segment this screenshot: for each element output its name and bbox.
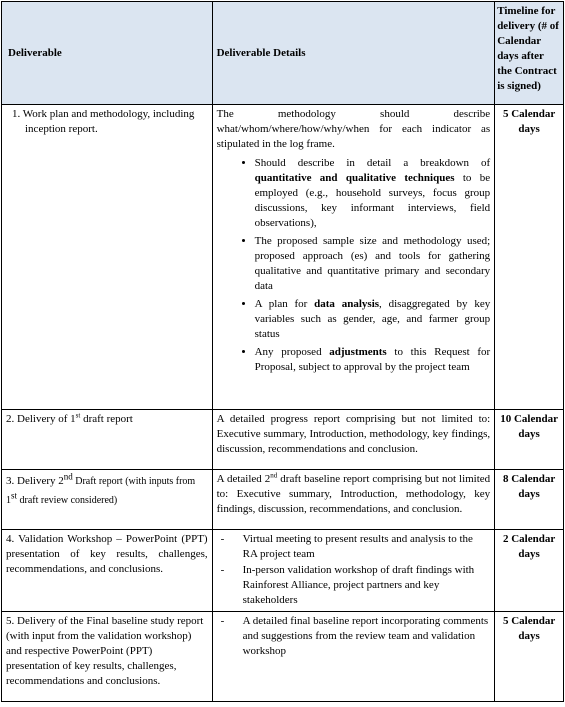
- details-cell: A detailed progress report comprising but not limited to: Executive summary, Introduction, methodology, key findings, discussion, recommendations and conclusion.: [212, 410, 495, 470]
- list-item: - In-person validation workshop of draft findings with Rainforest Alliance, project partners and key stakeholders: [243, 563, 491, 608]
- table-row: [2, 105, 564, 410]
- timeline-value: 5 Calendar days: [502, 108, 556, 135]
- details-intro: The methodology should describe what/whom/where/how/why/when for each indicator as stipulated in the log frame.: [216, 108, 491, 150]
- deliverables-table: [1, 1, 564, 702]
- details-bullet-list: [217, 156, 491, 375]
- deliverable-cell: [2, 410, 213, 470]
- deliverable-text: 2. Delivery of 1st draft report: [6, 411, 133, 425]
- timeline-value: 2 Calendar days: [502, 533, 556, 560]
- deliverable-cell: [2, 105, 213, 410]
- timeline-value: 8 Calendar days: [502, 473, 556, 500]
- details-cell: [212, 530, 495, 612]
- timeline-cell: [495, 530, 564, 612]
- details-cell: [212, 612, 495, 702]
- timeline-cell: [495, 470, 564, 530]
- table-row: [2, 530, 564, 612]
- list-item: • Any proposed adjustments to this Request for Proposal, subject to approval by the project team: [255, 345, 491, 375]
- header-deliverable-details: Deliverable Details: [212, 2, 495, 105]
- deliverable-cell: [2, 470, 213, 530]
- timeline-cell: [495, 410, 564, 470]
- list-item: • The proposed sample size and methodology used; proposed approach (es) and tools for gathering qualitative and quantitative primary and secondary data: [255, 234, 491, 294]
- deliverable-text: 1. Work plan and methodology, including inception report.: [12, 108, 195, 135]
- details-dash-list: [217, 532, 491, 608]
- table-row: [2, 470, 564, 530]
- list-item: • A plan for data analysis, disaggregated by key variables such as gender, age, and farmer group status: [255, 297, 491, 342]
- list-item: • Should describe in detail a breakdown of quantitative and qualitative techniques to be employed (e.g., household surveys, focus group discussions, key informant interviews, field observations),: [255, 156, 491, 231]
- header-timeline: Timeline for delivery (# of Calendar days after the Contract is signed): [495, 2, 564, 105]
- details-dash-list: [217, 614, 491, 659]
- list-item: - A detailed final baseline report incorporating comments and suggestions from the review team and validation workshop: [243, 614, 491, 659]
- timeline-value: 5 Calendar days: [502, 615, 556, 642]
- timeline-cell: [495, 612, 564, 702]
- table-row: [2, 410, 564, 470]
- deliverable-cell: 4. Validation Workshop – PowerPoint (PPT) presentation of key results, challenges, recommendations, and conclusions.: [2, 530, 213, 612]
- timeline-value: 10 Calendar days: [500, 413, 558, 440]
- details-cell: A detailed 2nd draft baseline report comprising but not limited to: Executive summary, Introduction, methodology, key findings, discussion, recommendations, and conclusion.: [212, 470, 495, 530]
- deliverable-cell: 5. Delivery of the Final baseline study report (with input from the validation workshop) and respective PowerPoint (PPT) presentation of key results, challenges, recommendations and conclusions.: [2, 612, 213, 702]
- deliverable-text: 3. Delivery 2nd Draft report (with inputs from 1st draft review considered): [6, 471, 196, 506]
- table-row: [2, 612, 564, 702]
- list-item: - Virtual meeting to present results and analysis to the RA project team: [243, 532, 491, 562]
- header-row: [2, 2, 564, 105]
- header-deliverable: Deliverable: [2, 2, 213, 105]
- details-cell: [212, 105, 495, 410]
- timeline-cell: [495, 105, 564, 410]
